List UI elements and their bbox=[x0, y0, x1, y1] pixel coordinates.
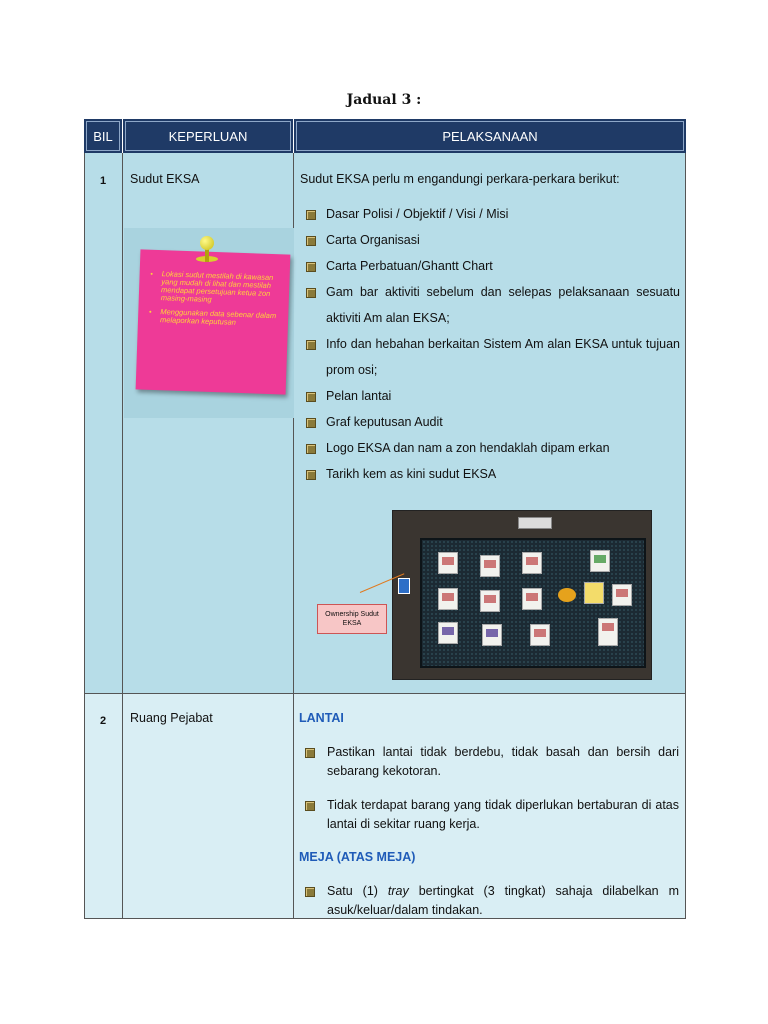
pushpin-head bbox=[200, 236, 214, 250]
sticky-note bbox=[136, 249, 291, 394]
list-item: Pelan lantai bbox=[300, 383, 680, 409]
note-item: • Lokasi sudut mestilah di kawasan yang mudah di lihat dan mestilah mendapat persetujuan ketua zon masing-masing bbox=[161, 270, 280, 306]
board-paper bbox=[522, 552, 542, 574]
header-pelaksanaan bbox=[294, 119, 686, 153]
board-sign bbox=[518, 517, 552, 529]
ownership-callout: Ownership Sudut EKSA bbox=[317, 604, 387, 634]
board-paper bbox=[438, 622, 458, 644]
lantai-item bbox=[299, 796, 679, 834]
row-2-number: 2 bbox=[99, 715, 107, 727]
list-item: Carta Organisasi bbox=[300, 227, 680, 253]
board-paper bbox=[522, 588, 542, 610]
pushpin-shaft bbox=[205, 248, 209, 262]
section-meja-title: MEJA (ATAS MEJA) bbox=[299, 850, 416, 864]
board-paper bbox=[530, 624, 550, 646]
lantai-item bbox=[299, 743, 679, 781]
row-1-requirement: Sudut EKSA bbox=[130, 172, 200, 186]
row-1-checklist bbox=[300, 201, 680, 487]
eksa-logo-icon bbox=[558, 588, 576, 602]
meja-text-em: tray bbox=[387, 884, 409, 898]
lantai-item-text: Tidak terdapat barang yang tidak diperlukan bertaburan di atas lantai di sekitar ruang kerja. bbox=[327, 798, 679, 831]
list-item: Graf keputusan Audit bbox=[300, 409, 680, 435]
meja-item bbox=[299, 882, 679, 920]
ownership-badge bbox=[398, 578, 410, 594]
row-1-number: 1 bbox=[99, 175, 107, 187]
note-item: • Menggunakan data sebenar dalam melaporkan keputusan bbox=[160, 308, 278, 328]
list-item: Logo EKSA dan nam a zon hendaklah dipam erkan bbox=[300, 435, 680, 461]
list-item: Carta Perbatuan/Ghantt Chart bbox=[300, 253, 680, 279]
lantai-item-text: Pastikan lantai tidak berdebu, tidak basah dan bersih dari sebarang kekotoran. bbox=[327, 745, 679, 778]
row-2-requirement: Ruang Pejabat bbox=[130, 711, 213, 725]
board-paper bbox=[598, 618, 618, 646]
list-item: Dasar Polisi / Objektif / Visi / Misi bbox=[300, 201, 680, 227]
header-keperluan-label: KEPERLUAN bbox=[168, 128, 248, 144]
section-lantai-title: LANTAI bbox=[299, 711, 344, 725]
board-paper bbox=[584, 582, 604, 604]
meja-item-text bbox=[327, 882, 679, 920]
list-item: Tarikh kem as kini sudut EKSA bbox=[300, 461, 680, 487]
board-paper bbox=[480, 555, 500, 577]
board-paper bbox=[612, 584, 632, 606]
header-bil bbox=[84, 119, 122, 153]
list-item: Gam bar aktiviti sebelum dan selepas pelaksanaan sesuatu aktiviti Am alan EKSA; bbox=[300, 279, 680, 331]
row-1-intro: Sudut EKSA perlu m engandungi perkara-perkara berikut: bbox=[300, 172, 620, 186]
meja-text-post: bertingkat (3 tingkat) sahaja dilabelkan m asuk/keluar/dalam tindakan. bbox=[327, 884, 679, 917]
board-paper bbox=[438, 552, 458, 574]
board-paper bbox=[480, 590, 500, 612]
page-title: Jadual 3 : bbox=[346, 92, 422, 108]
list-item: Info dan hebahan berkaitan Sistem Am alan EKSA untuk tujuan prom osi; bbox=[300, 331, 680, 383]
board-paper bbox=[438, 588, 458, 610]
board-paper bbox=[590, 550, 610, 572]
header-bil-label: BIL bbox=[93, 128, 113, 144]
header-pelaksanaan-label: PELAKSANAAN bbox=[442, 128, 538, 144]
header-keperluan bbox=[123, 119, 293, 153]
meja-text-pre: Satu (1) bbox=[327, 884, 388, 898]
board-paper bbox=[482, 624, 502, 646]
